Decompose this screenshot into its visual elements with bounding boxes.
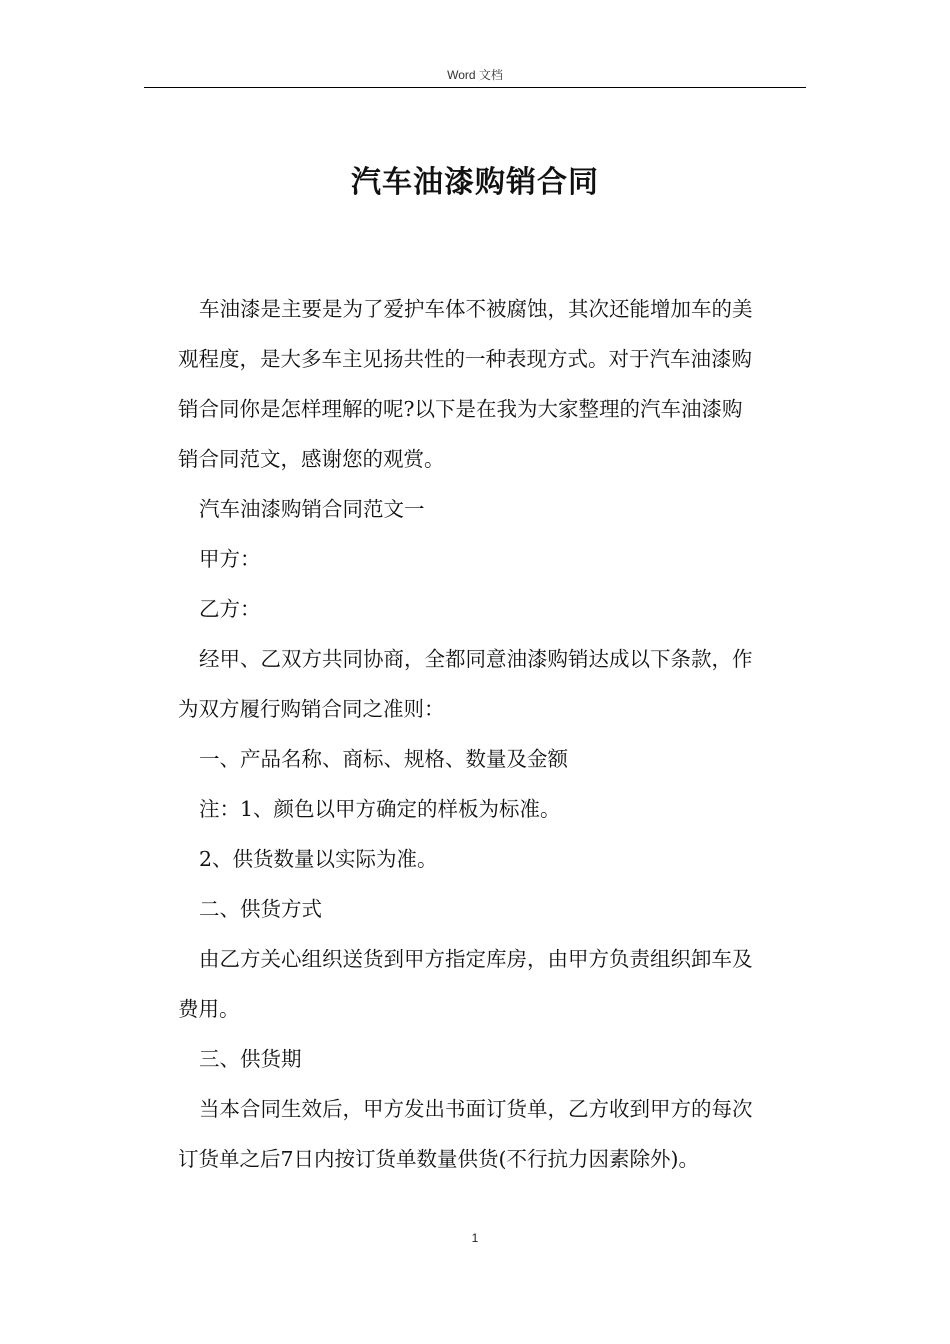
- paragraph-agreement: [178, 634, 800, 684]
- section-heading-sample-one: [178, 484, 800, 534]
- text-line: 费用。: [178, 997, 240, 1021]
- note-1: [178, 784, 800, 834]
- page-header: Word 文档: [447, 68, 503, 82]
- document-title: 汽车油漆购销合同: [351, 165, 599, 200]
- text-line: 为双方履行购销合同之准则：: [178, 697, 445, 721]
- text-line: 注：1、颜色以甲方确定的样板为标准。: [199, 797, 561, 821]
- paragraph-supply-period: [178, 1084, 800, 1134]
- paragraph-intro-cont: [178, 334, 800, 384]
- text-line: 乙方：: [199, 597, 261, 621]
- paragraph-intro-cont: [178, 434, 800, 484]
- document-body: [178, 284, 800, 1184]
- text-line: 销合同范文，感谢您的观赏。: [178, 447, 445, 471]
- clause-heading-2: [178, 884, 800, 934]
- text-line: 三、供货期: [199, 1047, 302, 1071]
- party-a-line: [178, 534, 800, 584]
- page-number: 1: [471, 1231, 479, 1245]
- paragraph-delivery: [178, 934, 800, 984]
- paragraph-supply-period-cont: [178, 1134, 800, 1184]
- clause-heading-3: [178, 1034, 800, 1084]
- text-line: 甲方：: [199, 547, 261, 571]
- header-rule: [144, 87, 806, 88]
- text-line: 销合同你是怎样理解的呢?以下是在我为大家整理的汽车油漆购: [178, 397, 743, 421]
- text-line: 观程度，是大多车主见扬共性的一种表现方式。对于汽车油漆购: [178, 347, 752, 371]
- text-line: 经甲、乙双方共同协商，全都同意油漆购销达成以下条款，作: [199, 647, 753, 671]
- text-line: 2、供货数量以实际为准。: [199, 847, 438, 871]
- text-line: 二、供货方式: [199, 897, 322, 921]
- text-line: 车油漆是主要是为了爱护车体不被腐蚀，其次还能增加车的美: [199, 297, 753, 321]
- note-2: [178, 834, 800, 884]
- text-line: 当本合同生效后，甲方发出书面订货单，乙方收到甲方的每次: [199, 1097, 753, 1121]
- paragraph-intro: [178, 284, 800, 334]
- text-line: 一、产品名称、商标、规格、数量及金额: [199, 747, 568, 771]
- text-line: 订货单之后7日内按订货单数量供货(不行抗力因素除外)。: [178, 1147, 700, 1171]
- text-line: 由乙方关心组织送货到甲方指定库房，由甲方负责组织卸车及: [199, 947, 753, 971]
- paragraph-intro-cont: [178, 384, 800, 434]
- paragraph-delivery-cont: [178, 984, 800, 1034]
- clause-heading-1: [178, 734, 800, 784]
- party-b-line: [178, 584, 800, 634]
- paragraph-agreement-cont: [178, 684, 800, 734]
- text-line: 汽车油漆购销合同范文一: [199, 497, 425, 521]
